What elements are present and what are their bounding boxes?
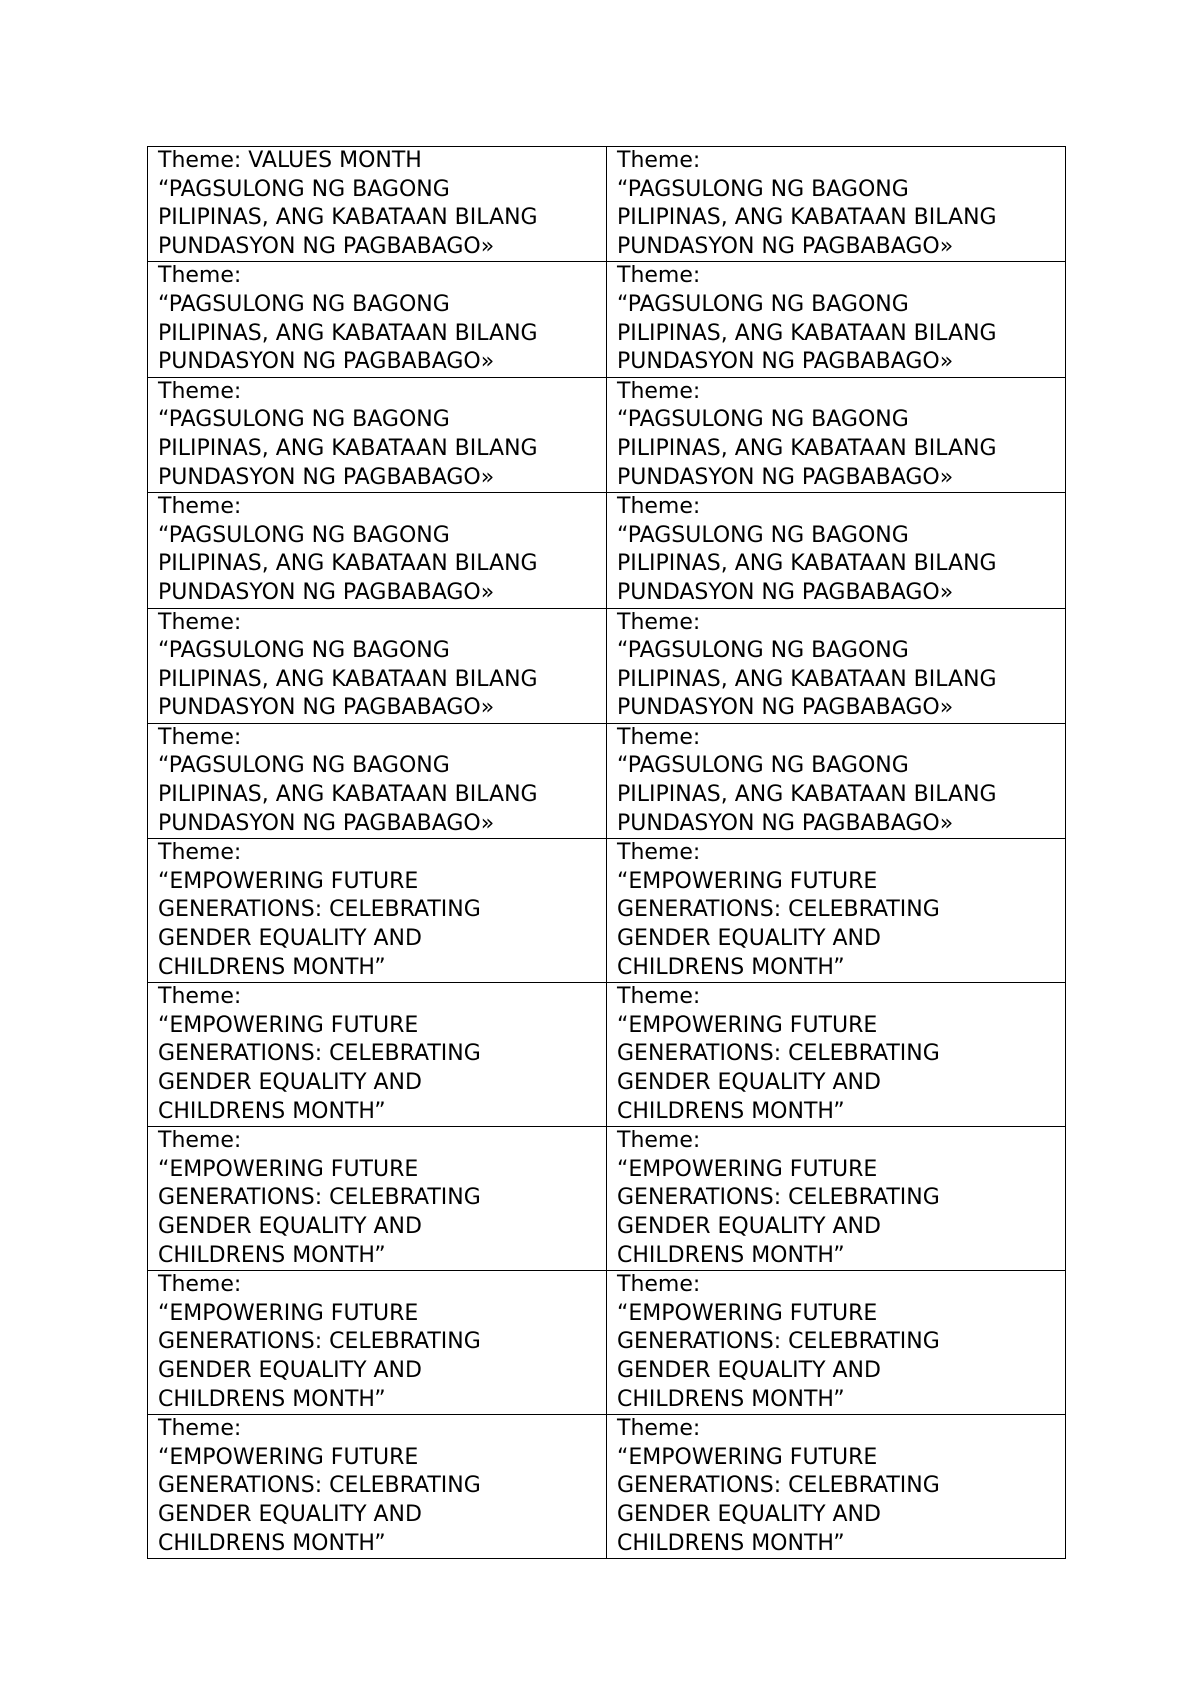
table-cell: Theme: VALUES MONTH “PAGSULONG NG BAGONG PILIPINAS, ANG KABATAAN BILANG PUNDASYON NG PAGBABAGO»: [148, 147, 607, 262]
table-cell: Theme: “EMPOWERING FUTURE GENERATIONS: CELEBRATING GENDER EQUALITY AND CHILDRENS MONTH”: [148, 839, 607, 983]
table-row: [148, 493, 1066, 608]
table-cell: Theme: “EMPOWERING FUTURE GENERATIONS: CELEBRATING GENDER EQUALITY AND CHILDRENS MONTH”: [607, 983, 1066, 1127]
table-cell: Theme: “EMPOWERING FUTURE GENERATIONS: CELEBRATING GENDER EQUALITY AND CHILDRENS MONTH”: [148, 1415, 607, 1559]
table-cell: Theme: “PAGSULONG NG BAGONG PILIPINAS, ANG KABATAAN BILANG PUNDASYON NG PAGBABAGO»: [607, 493, 1066, 608]
table-cell: Theme: “PAGSULONG NG BAGONG PILIPINAS, ANG KABATAAN BILANG PUNDASYON NG PAGBABAGO»: [607, 377, 1066, 492]
table-row: [148, 262, 1066, 377]
table-cell: Theme: “PAGSULONG NG BAGONG PILIPINAS, ANG KABATAAN BILANG PUNDASYON NG PAGBABAGO»: [607, 723, 1066, 838]
table-cell: Theme: “EMPOWERING FUTURE GENERATIONS: CELEBRATING GENDER EQUALITY AND CHILDRENS MONTH”: [148, 1127, 607, 1271]
table-cell: Theme: “PAGSULONG NG BAGONG PILIPINAS, ANG KABATAAN BILANG PUNDASYON NG PAGBABAGO»: [148, 723, 607, 838]
table-row: [148, 723, 1066, 838]
table-cell: Theme: “PAGSULONG NG BAGONG PILIPINAS, ANG KABATAAN BILANG PUNDASYON NG PAGBABAGO»: [607, 147, 1066, 262]
table-row: [148, 1415, 1066, 1559]
table-row: [148, 1127, 1066, 1271]
table-cell: Theme: “EMPOWERING FUTURE GENERATIONS: CELEBRATING GENDER EQUALITY AND CHILDRENS MONTH”: [607, 839, 1066, 983]
table-cell: Theme: “PAGSULONG NG BAGONG PILIPINAS, ANG KABATAAN BILANG PUNDASYON NG PAGBABAGO»: [148, 377, 607, 492]
theme-table: [147, 146, 1066, 1559]
table-cell: Theme: “EMPOWERING FUTURE GENERATIONS: CELEBRATING GENDER EQUALITY AND CHILDRENS MONTH”: [607, 1415, 1066, 1559]
table-row: [148, 377, 1066, 492]
table-row: [148, 1271, 1066, 1415]
table-cell: Theme: “PAGSULONG NG BAGONG PILIPINAS, ANG KABATAAN BILANG PUNDASYON NG PAGBABAGO»: [148, 493, 607, 608]
table-row: [148, 839, 1066, 983]
table-row: [148, 608, 1066, 723]
table-cell: Theme: “PAGSULONG NG BAGONG PILIPINAS, ANG KABATAAN BILANG PUNDASYON NG PAGBABAGO»: [148, 262, 607, 377]
table-row: [148, 147, 1066, 262]
table-cell: Theme: “EMPOWERING FUTURE GENERATIONS: CELEBRATING GENDER EQUALITY AND CHILDRENS MONTH”: [148, 983, 607, 1127]
table-cell: Theme: “PAGSULONG NG BAGONG PILIPINAS, ANG KABATAAN BILANG PUNDASYON NG PAGBABAGO»: [607, 262, 1066, 377]
table-cell: Theme: “EMPOWERING FUTURE GENERATIONS: CELEBRATING GENDER EQUALITY AND CHILDRENS MONTH”: [607, 1127, 1066, 1271]
table-cell: Theme: “PAGSULONG NG BAGONG PILIPINAS, ANG KABATAAN BILANG PUNDASYON NG PAGBABAGO»: [607, 608, 1066, 723]
table-row: [148, 983, 1066, 1127]
table-cell: Theme: “EMPOWERING FUTURE GENERATIONS: CELEBRATING GENDER EQUALITY AND CHILDRENS MONTH”: [607, 1271, 1066, 1415]
table-cell: Theme: “EMPOWERING FUTURE GENERATIONS: CELEBRATING GENDER EQUALITY AND CHILDRENS MONTH”: [148, 1271, 607, 1415]
table-cell: Theme: “PAGSULONG NG BAGONG PILIPINAS, ANG KABATAAN BILANG PUNDASYON NG PAGBABAGO»: [148, 608, 607, 723]
